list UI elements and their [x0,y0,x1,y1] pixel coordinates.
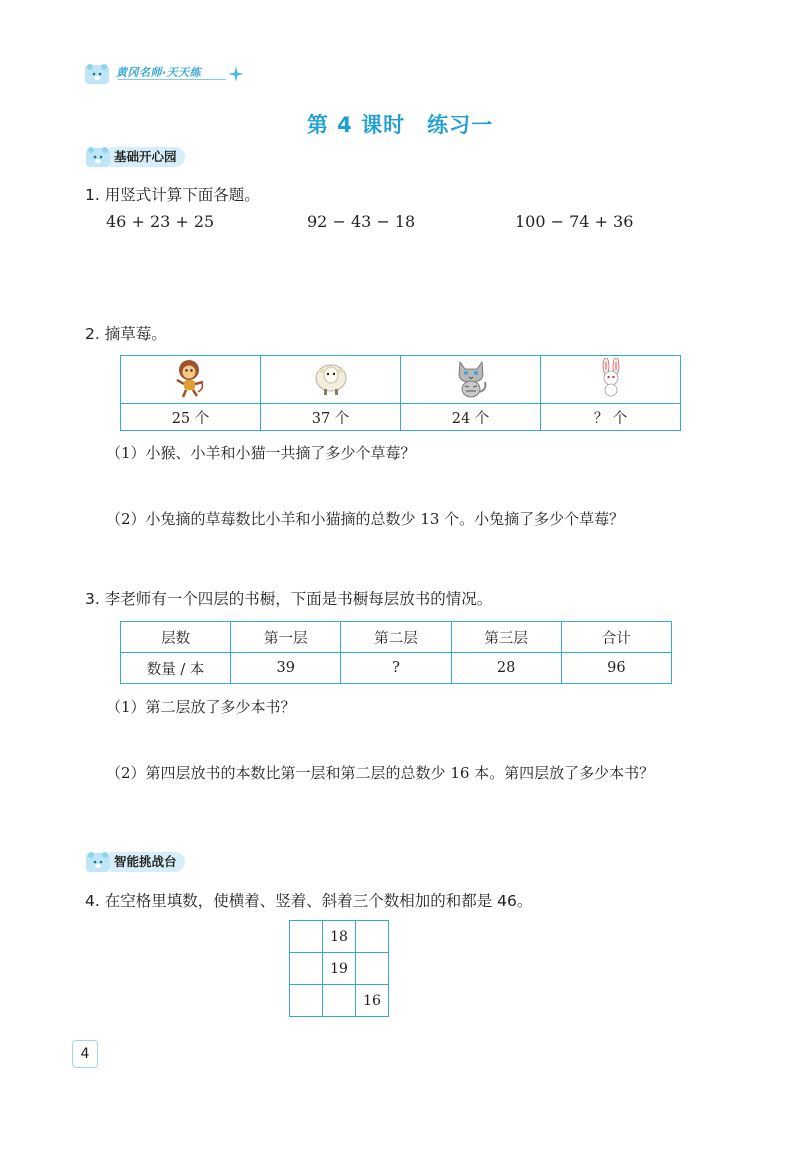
grid-cell: 16 [356,985,389,1017]
expression-2: 92 − 43 − 18 [307,212,416,231]
header-cell: 层数 [121,622,231,653]
bear-icon [84,850,112,874]
strawberry-table [120,355,681,431]
grid-row [290,953,389,985]
section-badge-basic [84,145,204,169]
question-2-sub-1: （1）小猴、小羊和小猫一共摘了多少个草莓？ [106,444,416,462]
table-cell: ? [341,653,451,684]
grid-cell[interactable] [323,985,356,1017]
table-cell: 39 [231,653,341,684]
animal-cell-cat [401,356,541,404]
bear-icon [84,145,112,169]
section-badge-challenge [84,850,204,874]
header-cell: 合计 [561,622,671,653]
question-2-sub-2: （2）小兔摘的草莓数比小羊和小猫摘的总数少 13 个。小兔摘了多少个草莓？ [106,510,625,528]
header-cell: 第二层 [341,622,451,653]
brand-title: 黄冈名师·天天练 [116,66,202,79]
animal-cell-monkey [121,356,261,404]
question-2-text: 2. 摘草莓。 [85,325,167,343]
table-cell: 数量 / 本 [121,653,231,684]
grid-cell[interactable] [356,921,389,953]
page-number: 4 [72,1040,98,1068]
header-cell: 第一层 [231,622,341,653]
magic-square-grid [289,920,389,1017]
table-cell: 96 [561,653,671,684]
table-row [121,653,672,684]
count-cat: 24 个 [401,404,541,431]
grid-cell[interactable] [290,985,323,1017]
animal-cell-sheep [260,356,400,404]
lesson-title: 第 4 课时 练习一 [306,113,494,137]
question-3-sub-1: （1）第二层放了多少本书？ [106,698,296,716]
grid-row [290,985,389,1017]
monkey-icon [173,358,207,398]
bear-logo-icon [83,62,111,86]
grid-cell[interactable] [290,953,323,985]
header-cell: 第三层 [451,622,561,653]
cat-icon [452,358,490,398]
count-rabbit: ？ 个 [541,404,681,431]
count-sheep: 37 个 [260,404,400,431]
rabbit-icon [596,358,626,398]
table-header-row [121,622,672,653]
expression-1: 46 + 23 + 25 [106,212,215,231]
count-row [121,404,681,431]
question-3-sub-2: （2）第四层放书的本数比第一层和第二层的总数少 16 本。第四层放了多少本书？ [106,764,655,782]
grid-row [290,921,389,953]
count-monkey: 25 个 [121,404,261,431]
table-cell: 28 [451,653,561,684]
grid-cell: 18 [323,921,356,953]
sparkle-icon [228,66,244,82]
question-4-text: 4. 在空格里填数，使横着、竖着、斜着三个数相加的和都是 46。 [85,892,533,910]
grid-cell[interactable] [290,921,323,953]
expression-3: 100 − 74 + 36 [515,212,634,231]
animal-cell-rabbit [541,356,681,404]
grid-cell: 19 [323,953,356,985]
brand-underline [118,79,226,80]
question-3-text: 3. 李老师有一个四层的书橱，下面是书橱每层放书的情况。 [85,590,493,608]
section-label: 智能挑战台 [110,852,185,872]
grid-cell[interactable] [356,953,389,985]
animal-row [121,356,681,404]
bookshelf-table [120,621,672,684]
question-1-text: 1. 用竖式计算下面各题。 [85,186,260,204]
section-label: 基础开心园 [110,147,185,167]
sheep-icon [311,360,351,396]
